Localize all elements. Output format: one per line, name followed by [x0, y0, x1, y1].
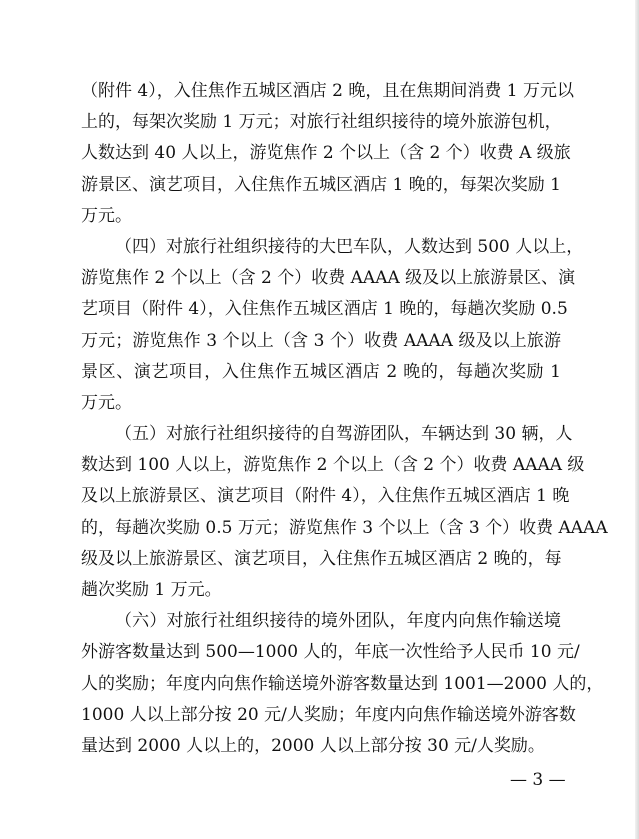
- text-line: （附件 4），入住焦作五城区酒店 2 晚，且在焦期间消费 1 万元以: [81, 81, 574, 101]
- text-line: 1000 人以上部分按 20 元/人奖励；年度内向焦作输送境外游客数: [81, 704, 576, 725]
- text-line: 人数达到 40 人以上，游览焦作 2 个以上（含 2 个）收费 A 级旅: [81, 143, 571, 164]
- text-line: 外游客数量达到 500—1000 人的，年底一次性给予人民币 10 元/: [81, 642, 580, 663]
- text-line: 人的奖励；年度内向焦作输送境外游客数量达到 1001—2000 人的，: [81, 673, 604, 694]
- text-line: 的，每趟次奖励 0.5 万元；游览焦作 3 个以上（含 3 个）收费 AAAA: [81, 517, 608, 538]
- text-line: 及以上旅游景区、演艺项目（附件 4），入住焦作五城区酒店 1 晚: [81, 486, 570, 507]
- paragraph-4-first-line: （四）对旅行社组织接待的大巴车队，人数达到 500 人以上，: [115, 236, 584, 257]
- text-line: 趟次奖励 1 万元。: [81, 580, 222, 600]
- page-number: — 3 —: [510, 770, 566, 790]
- paragraph-6-first-line: （六）对旅行社组织接待的境外团队，年度内向焦作输送境: [115, 611, 561, 632]
- paragraph-5-first-line: （五）对旅行社组织接待的自驾游团队，车辆达到 30 辆，人: [115, 424, 573, 445]
- text-line: 量达到 2000 人以上的，2000 人以上部分按 30 元/人奖励。: [81, 735, 545, 756]
- text-line: 上的，每架次奖励 1 万元；对旅行社组织接待的境外旅游包机，: [81, 112, 562, 133]
- text-line: 游览焦作 2 个以上（含 2 个）收费 AAAA 级及以上旅游景区、演: [81, 268, 576, 289]
- document-body: [81, 76, 608, 762]
- text-line: 万元。: [81, 205, 132, 226]
- text-line: 级及以上旅游景区、演艺项目，入住焦作五城区酒店 2 晚的，每: [81, 548, 562, 569]
- text-line: 数达到 100 人以上，游览焦作 2 个以上（含 2 个）收费 AAAA 级: [81, 455, 585, 476]
- text-line: 万元。: [81, 392, 132, 413]
- page-edge-shadow: [635, 0, 639, 839]
- text-line: 艺项目（附件 4），入住焦作五城区酒店 1 晚的，每趟次奖励 0.5: [81, 299, 568, 320]
- text-line: 游景区、演艺项目，入住焦作五城区酒店 1 晚的，每架次奖励 1: [81, 174, 561, 195]
- text-line: 万元；游览焦作 3 个以上（含 3 个）收费 AAAA 级及以上旅游: [81, 330, 561, 351]
- text-line: 景区、演艺项目，入住焦作五城区酒店 2 晚的，每趟次奖励 1: [81, 361, 561, 382]
